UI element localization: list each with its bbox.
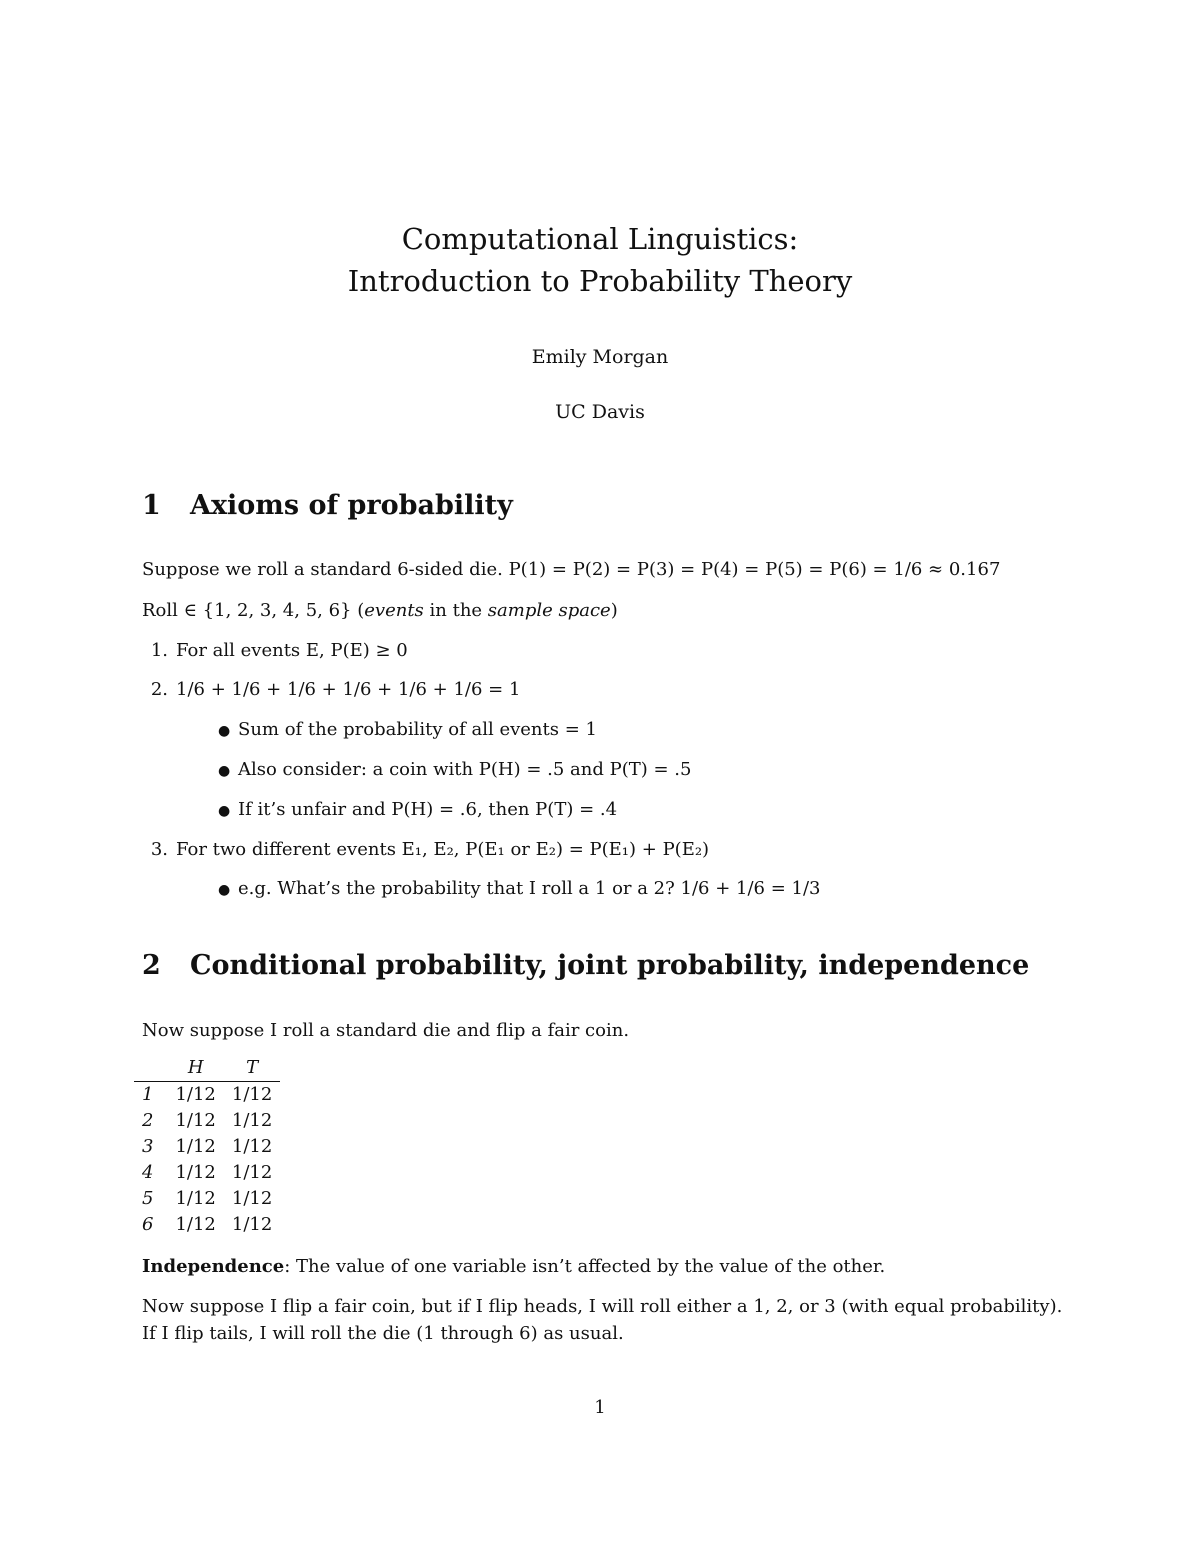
row-header: 2 <box>142 1110 154 1131</box>
table-cell: 1/12 <box>175 1214 216 1235</box>
paragraph-text: Suppose we roll a standard 6-sided die. <box>142 559 509 580</box>
paragraph-text: ) <box>610 600 618 621</box>
table-cell: 1/12 <box>175 1162 216 1183</box>
column-header: H <box>187 1057 204 1078</box>
list-item <box>142 679 520 700</box>
list-label: 1. <box>150 640 168 661</box>
section-1-heading <box>142 490 513 521</box>
list-text: For two different events E₁, E₂, P(E₁ or E₂) = P(E₁) + P(E₂) <box>176 839 710 860</box>
table-row <box>134 1212 280 1238</box>
paragraph-text: Roll ∈ {1, 2, 3, 4, 5, 6} ( <box>142 600 365 621</box>
table-cell: 1/12 <box>231 1136 273 1157</box>
row-header: 4 <box>142 1162 154 1183</box>
row-header: 5 <box>142 1188 154 1209</box>
emphasis-sample-space: sample space <box>487 600 611 621</box>
bullet-item <box>218 878 820 899</box>
table-row <box>134 1082 280 1109</box>
table-cell: 1/12 <box>231 1110 273 1131</box>
bullet-icon: ● <box>218 723 231 739</box>
row-header: 3 <box>142 1136 154 1157</box>
row-header: 1 <box>142 1084 154 1105</box>
bullet-icon: ● <box>218 882 231 898</box>
paragraph-independence <box>142 1256 885 1277</box>
paragraph-coin-line-1: Now suppose I flip a fair coin, but if I flip heads, I will roll either a 1, 2, or 3 (with equal probability). <box>142 1296 1063 1317</box>
paragraph-coin-line-2: If I flip tails, I will roll the die (1 through 6) as usual. <box>142 1323 624 1344</box>
bullet-item <box>218 799 617 820</box>
list-text: For all events E, P(E) ≥ 0 <box>176 640 408 661</box>
math-expression: P(1) = P(2) = P(3) = P(4) = P(5) = P(6) = 1/6 ≈ 0.167 <box>508 559 1001 580</box>
table-cell: 1/12 <box>175 1136 216 1157</box>
paragraph-text: : The value of one variable isn’t affected by the value of the other. <box>284 1256 886 1277</box>
table-row <box>134 1186 280 1212</box>
emphasis-events: events <box>364 600 424 621</box>
bullet-text: Sum of the probability of all events = 1 <box>238 719 597 740</box>
paragraph-roll <box>142 600 618 621</box>
column-header: T <box>246 1057 259 1078</box>
list-label: 3. <box>150 839 168 860</box>
row-header: 6 <box>142 1214 154 1235</box>
bullet-text: If it’s unfair and P(H) = .6, then P(T) = .4 <box>238 799 618 820</box>
paragraph-text: in the <box>423 600 488 621</box>
table-cell: 1/12 <box>231 1188 273 1209</box>
paragraph-die <box>142 559 1000 580</box>
table-cell: 1/12 <box>231 1214 273 1235</box>
section-2-heading <box>142 950 1029 981</box>
table-cell: 1/12 <box>175 1110 216 1131</box>
bullet-icon: ● <box>218 763 231 779</box>
list-item <box>142 640 408 661</box>
list-label: 2. <box>150 679 168 700</box>
bullet-text: e.g. What’s the probability that I roll a 1 or a 2? 1/6 + 1/6 = 1/3 <box>238 878 821 899</box>
bullet-text: Also consider: a coin with P(H) = .5 and P(T) = .5 <box>238 759 692 780</box>
term-independence: Independence <box>142 1256 285 1277</box>
list-text: 1/6 + 1/6 + 1/6 + 1/6 + 1/6 + 1/6 = 1 <box>176 679 521 700</box>
table-cell: 1/12 <box>175 1188 216 1209</box>
probability-table-wrap <box>134 1055 280 1238</box>
section-title: Conditional probability, joint probability, independence <box>190 950 1030 981</box>
bullet-item <box>218 759 691 780</box>
title-line-2: Introduction to Probability Theory <box>347 264 853 298</box>
table-cell: 1/12 <box>175 1084 216 1105</box>
table-cell: 1/12 <box>231 1084 273 1105</box>
section-title: Axioms of probability <box>190 490 513 521</box>
section-number: 1 <box>142 490 161 521</box>
paragraph-intro: Now suppose I roll a standard die and flip a fair coin. <box>142 1020 630 1041</box>
author: Emily Morgan <box>531 346 669 368</box>
table-row <box>134 1160 280 1186</box>
table-corner <box>134 1055 167 1082</box>
section-number: 2 <box>142 950 161 981</box>
table-row <box>134 1108 280 1134</box>
list-item <box>142 839 709 860</box>
affiliation: UC Davis <box>555 401 645 423</box>
table-header-row <box>134 1055 280 1082</box>
bullet-icon: ● <box>218 803 231 819</box>
page-number: 1 <box>594 1397 606 1418</box>
table-row <box>134 1134 280 1160</box>
bullet-item <box>218 719 597 740</box>
title-line-1: Computational Linguistics: <box>401 222 799 256</box>
probability-table <box>134 1055 280 1238</box>
table-cell: 1/12 <box>231 1162 273 1183</box>
